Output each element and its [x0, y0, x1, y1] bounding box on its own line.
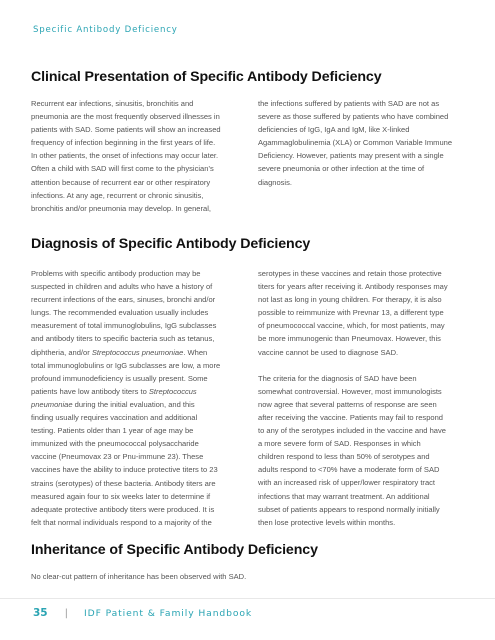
footer-separator: |: [64, 607, 68, 619]
page-number: 35: [33, 607, 48, 619]
footer-divider: [0, 598, 495, 599]
paragraph: The criteria for the diagnosis of SAD have been somewhat controversial. However, most immunologists now agree that several patterns of response are seen after receiving the vaccine. Patients may fail to respond to any of the serotypes included in the vaccine and have a more severe form of SAD. Responses in which children respond to less than 50% of serotypes and adults respond to <70% have a moderate form of SAD with an increased risk of upper/lower respiratory tract infections that may warrant treatment. An additional subset of patients appears to respond normally initially then lose protective levels within months.: [258, 373, 446, 527]
paragraph: Recurrent ear infections, sinusitis, bronchitis and pneumonia are the most frequently observed illnesses in patients with SAD. Some patients will show an increased frequency of infection beginning in the first years of life. In other patients, the onset of infections may occur later. Often a child with SAD will first come to the physician’s attention because of recurrent ear or other respiratory infections. At any age, recurrent or chronic sinusitis, bronchitis and/or pneumonia may develop. In general,: [31, 99, 221, 213]
section-title-clinical-presentation: Clinical Presentation of Specific Antibody Deficiency: [31, 69, 382, 85]
inheritance-body: No clear-cut pattern of inheritance has been observed with SAD.: [31, 572, 247, 581]
section-title-inheritance: Inheritance of Specific Antibody Deficiency: [31, 542, 318, 558]
publication-title: IDF Patient & Family Handbook: [84, 607, 253, 619]
running-header: Specific Antibody Deficiency: [33, 25, 178, 35]
clinical-presentation-left-column: [31, 97, 239, 215]
paragraph: serotypes in these vaccines and retain those protective titers for years after receiving it. Antibody responses may not last as long in young children. For therapy, it is also possible to reimmunize with Prevnar 13, a different type of pneumococcal vaccine, which, for most patients, may be more immunogenic than Pneumovax. However, this vaccine cannot be used to diagnose SAD.: [258, 269, 448, 357]
clinical-presentation-right-column: [258, 97, 466, 189]
page-footer: [33, 606, 252, 620]
section-title-diagnosis: Diagnosis of Specific Antibody Deficiency: [31, 236, 311, 252]
paragraph: the infections suffered by patients with SAD are not as severe as those suffered by patients who have combined deficiencies of IgG, IgA and IgM, like X-linked Agammaglobulinemia (XLA) or Common Variable Immune Deficiency. However, patients may present with a single severe pneumonia or other infection at the time of diagnosis.: [258, 99, 453, 187]
diagnosis-right-column: [258, 267, 466, 529]
paragraph: Problems with specific antibody production may be suspected in children and adults who have a history of recurrent infections of the ears, sinuses, bronchi and/or lungs. The recommended evaluation usually includes measurement of total immunoglobulins, IgG subclasses and antibody titers to specific bacteria such as tetanus, diphtheria, and/or Streptococcus pneumoniae. When total immunoglobulins or IgG subclasses are low, a more profound immunodeficiency is usually present. Some patients have low antibody titers to Streptococcus pneumoniae during the initial evaluation, and this finding usually requires vaccination and additional testing. Patients older than 1 year of age may be immunized with the pneumococcal polysaccharide vaccine (Pneumovax 23 or Pnu-immune 23). These vaccines have the ability to induce protective titers to 23 strains (serotypes) of these bacteria. Antibody titers are measured again four to six weeks later to determine if adequate protective antibody titers were produced. It is felt that normal individuals respond to a majority of the: [31, 269, 221, 527]
diagnosis-left-column: [31, 267, 239, 529]
